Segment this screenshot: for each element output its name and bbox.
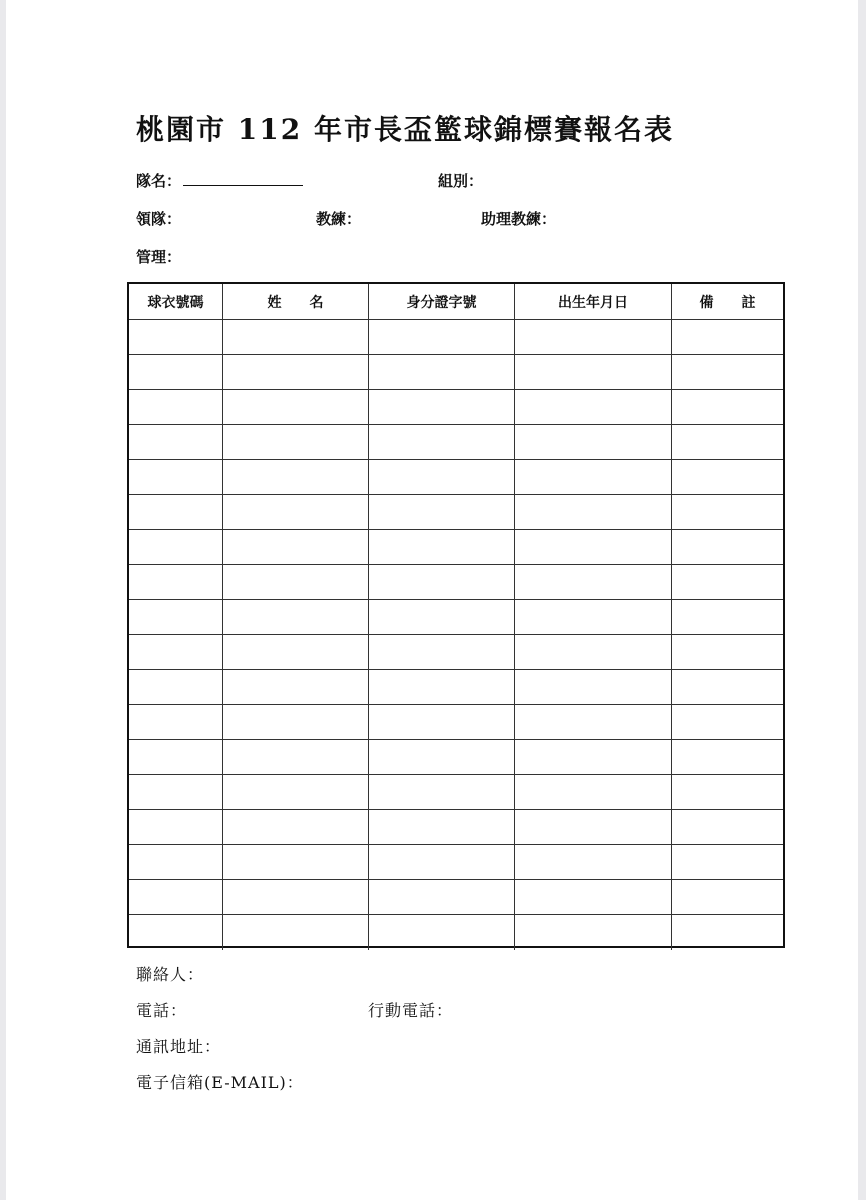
name-cell[interactable]	[223, 355, 369, 390]
jersey-number-cell[interactable]	[129, 705, 223, 740]
remarks-cell[interactable]	[672, 390, 783, 425]
table-row	[129, 915, 783, 950]
header-name: 姓 名	[223, 284, 369, 320]
id-number-cell[interactable]	[369, 355, 515, 390]
table-row	[129, 845, 783, 880]
jersey-number-cell[interactable]	[129, 425, 223, 460]
header-remarks: 備 註	[672, 284, 783, 320]
id-number-cell[interactable]	[369, 495, 515, 530]
form-page	[6, 0, 858, 1200]
remarks-cell[interactable]	[672, 565, 783, 600]
birth-date-cell[interactable]	[515, 425, 672, 460]
table-row	[129, 495, 783, 530]
table-row	[129, 390, 783, 425]
birth-date-cell[interactable]	[515, 320, 672, 355]
id-number-cell[interactable]	[369, 390, 515, 425]
table-row	[129, 530, 783, 565]
table-row	[129, 355, 783, 390]
jersey-number-cell[interactable]	[129, 530, 223, 565]
id-number-cell[interactable]	[369, 320, 515, 355]
remarks-cell[interactable]	[672, 495, 783, 530]
table-row	[129, 705, 783, 740]
assistant-coach-label: 助理教練：	[481, 210, 557, 228]
jersey-number-cell[interactable]	[129, 495, 223, 530]
leader-label: 領隊：	[136, 210, 182, 228]
coach-field[interactable]	[316, 208, 361, 229]
header-birth-date: 出生年月日	[515, 284, 672, 320]
name-cell[interactable]	[223, 705, 369, 740]
birth-date-cell[interactable]	[515, 670, 672, 705]
email-field: 電子信箱(E-MAIL)：	[136, 1073, 304, 1092]
id-number-cell[interactable]	[369, 775, 515, 810]
birth-date-cell[interactable]	[515, 390, 672, 425]
table-row	[129, 320, 783, 355]
id-number-cell[interactable]	[369, 845, 515, 880]
jersey-number-cell[interactable]	[129, 390, 223, 425]
name-cell[interactable]	[223, 740, 369, 775]
id-number-cell[interactable]	[369, 740, 515, 775]
table-body	[129, 320, 783, 950]
group-label: 組別：	[438, 172, 484, 190]
jersey-number-cell[interactable]	[129, 635, 223, 670]
birth-date-cell[interactable]	[515, 600, 672, 635]
remarks-cell[interactable]	[672, 740, 783, 775]
table-row	[129, 670, 783, 705]
remarks-cell[interactable]	[672, 460, 783, 495]
remarks-cell[interactable]	[672, 530, 783, 565]
birth-date-cell[interactable]	[515, 495, 672, 530]
team-name-label: 隊名：	[136, 172, 182, 190]
remarks-cell[interactable]	[672, 600, 783, 635]
table-row	[129, 775, 783, 810]
name-cell[interactable]	[223, 845, 369, 880]
birth-date-cell[interactable]	[515, 880, 672, 915]
contact-person-field: 聯絡人：	[136, 965, 205, 984]
birth-date-cell[interactable]	[515, 845, 672, 880]
birth-date-cell[interactable]	[515, 705, 672, 740]
birth-date-cell[interactable]	[515, 635, 672, 670]
address-field: 通訊地址：	[136, 1037, 222, 1056]
remarks-cell[interactable]	[672, 425, 783, 460]
table-row	[129, 810, 783, 845]
remarks-cell[interactable]	[672, 705, 783, 740]
player-table	[127, 282, 785, 948]
birth-date-cell[interactable]	[515, 530, 672, 565]
jersey-number-cell[interactable]	[129, 775, 223, 810]
id-number-cell[interactable]	[369, 565, 515, 600]
name-cell[interactable]	[223, 565, 369, 600]
jersey-number-cell[interactable]	[129, 880, 223, 915]
name-cell[interactable]	[223, 600, 369, 635]
birth-date-cell[interactable]	[515, 740, 672, 775]
remarks-cell[interactable]	[672, 845, 783, 880]
name-cell[interactable]	[223, 530, 369, 565]
jersey-number-cell[interactable]	[129, 565, 223, 600]
birth-date-cell[interactable]	[515, 915, 672, 950]
id-number-cell[interactable]	[369, 810, 515, 845]
jersey-number-cell[interactable]	[129, 915, 223, 950]
id-number-cell[interactable]	[369, 425, 515, 460]
name-cell[interactable]	[223, 320, 369, 355]
name-cell[interactable]	[223, 390, 369, 425]
group-field[interactable]	[438, 170, 483, 191]
remarks-cell[interactable]	[672, 670, 783, 705]
birth-date-cell[interactable]	[515, 460, 672, 495]
name-cell[interactable]	[223, 635, 369, 670]
birth-date-cell[interactable]	[515, 810, 672, 845]
remarks-cell[interactable]	[672, 355, 783, 390]
jersey-number-cell[interactable]	[129, 740, 223, 775]
coach-label: 教練：	[316, 210, 362, 228]
remarks-cell[interactable]	[672, 915, 783, 950]
id-number-cell[interactable]	[369, 880, 515, 915]
team-name-field[interactable]	[136, 170, 303, 191]
jersey-number-cell[interactable]	[129, 320, 223, 355]
id-number-cell[interactable]	[369, 915, 515, 950]
jersey-number-cell[interactable]	[129, 355, 223, 390]
jersey-number-cell[interactable]	[129, 460, 223, 495]
name-cell[interactable]	[223, 880, 369, 915]
manager-field[interactable]	[136, 246, 181, 267]
remarks-cell[interactable]	[672, 320, 783, 355]
form-title: 桃園市 112 年市長盃籃球錦標賽報名表	[136, 113, 674, 146]
table-row	[129, 740, 783, 775]
header-id-number: 身分證字號	[369, 284, 515, 320]
name-cell[interactable]	[223, 460, 369, 495]
table-row	[129, 565, 783, 600]
jersey-number-cell[interactable]	[129, 670, 223, 705]
assistant-coach-field[interactable]	[481, 208, 556, 229]
birth-date-cell[interactable]	[515, 565, 672, 600]
id-number-cell[interactable]	[369, 460, 515, 495]
table-row	[129, 600, 783, 635]
name-cell[interactable]	[223, 670, 369, 705]
name-cell[interactable]	[223, 915, 369, 950]
birth-date-cell[interactable]	[515, 775, 672, 810]
id-number-cell[interactable]	[369, 530, 515, 565]
table-row	[129, 460, 783, 495]
remarks-cell[interactable]	[672, 810, 783, 845]
id-number-cell[interactable]	[369, 670, 515, 705]
name-cell[interactable]	[223, 810, 369, 845]
table-row	[129, 880, 783, 915]
jersey-number-cell[interactable]	[129, 600, 223, 635]
birth-date-cell[interactable]	[515, 355, 672, 390]
id-number-cell[interactable]	[369, 705, 515, 740]
table-row	[129, 635, 783, 670]
name-cell[interactable]	[223, 425, 369, 460]
id-number-cell[interactable]	[369, 600, 515, 635]
table-row	[129, 425, 783, 460]
remarks-cell[interactable]	[672, 880, 783, 915]
team-name-blank[interactable]	[183, 171, 303, 186]
remarks-cell[interactable]	[672, 775, 783, 810]
name-cell[interactable]	[223, 775, 369, 810]
name-cell[interactable]	[223, 495, 369, 530]
jersey-number-cell[interactable]	[129, 845, 223, 880]
remarks-cell[interactable]	[672, 635, 783, 670]
header-jersey-number: 球衣號碼	[129, 284, 223, 320]
mobile-field: 行動電話：	[368, 1001, 454, 1020]
table-header-row	[129, 284, 783, 320]
phone-field: 電話：	[136, 1001, 188, 1020]
jersey-number-cell[interactable]	[129, 810, 223, 845]
manager-label: 管理：	[136, 248, 182, 266]
id-number-cell[interactable]	[369, 635, 515, 670]
leader-field[interactable]	[136, 208, 181, 229]
